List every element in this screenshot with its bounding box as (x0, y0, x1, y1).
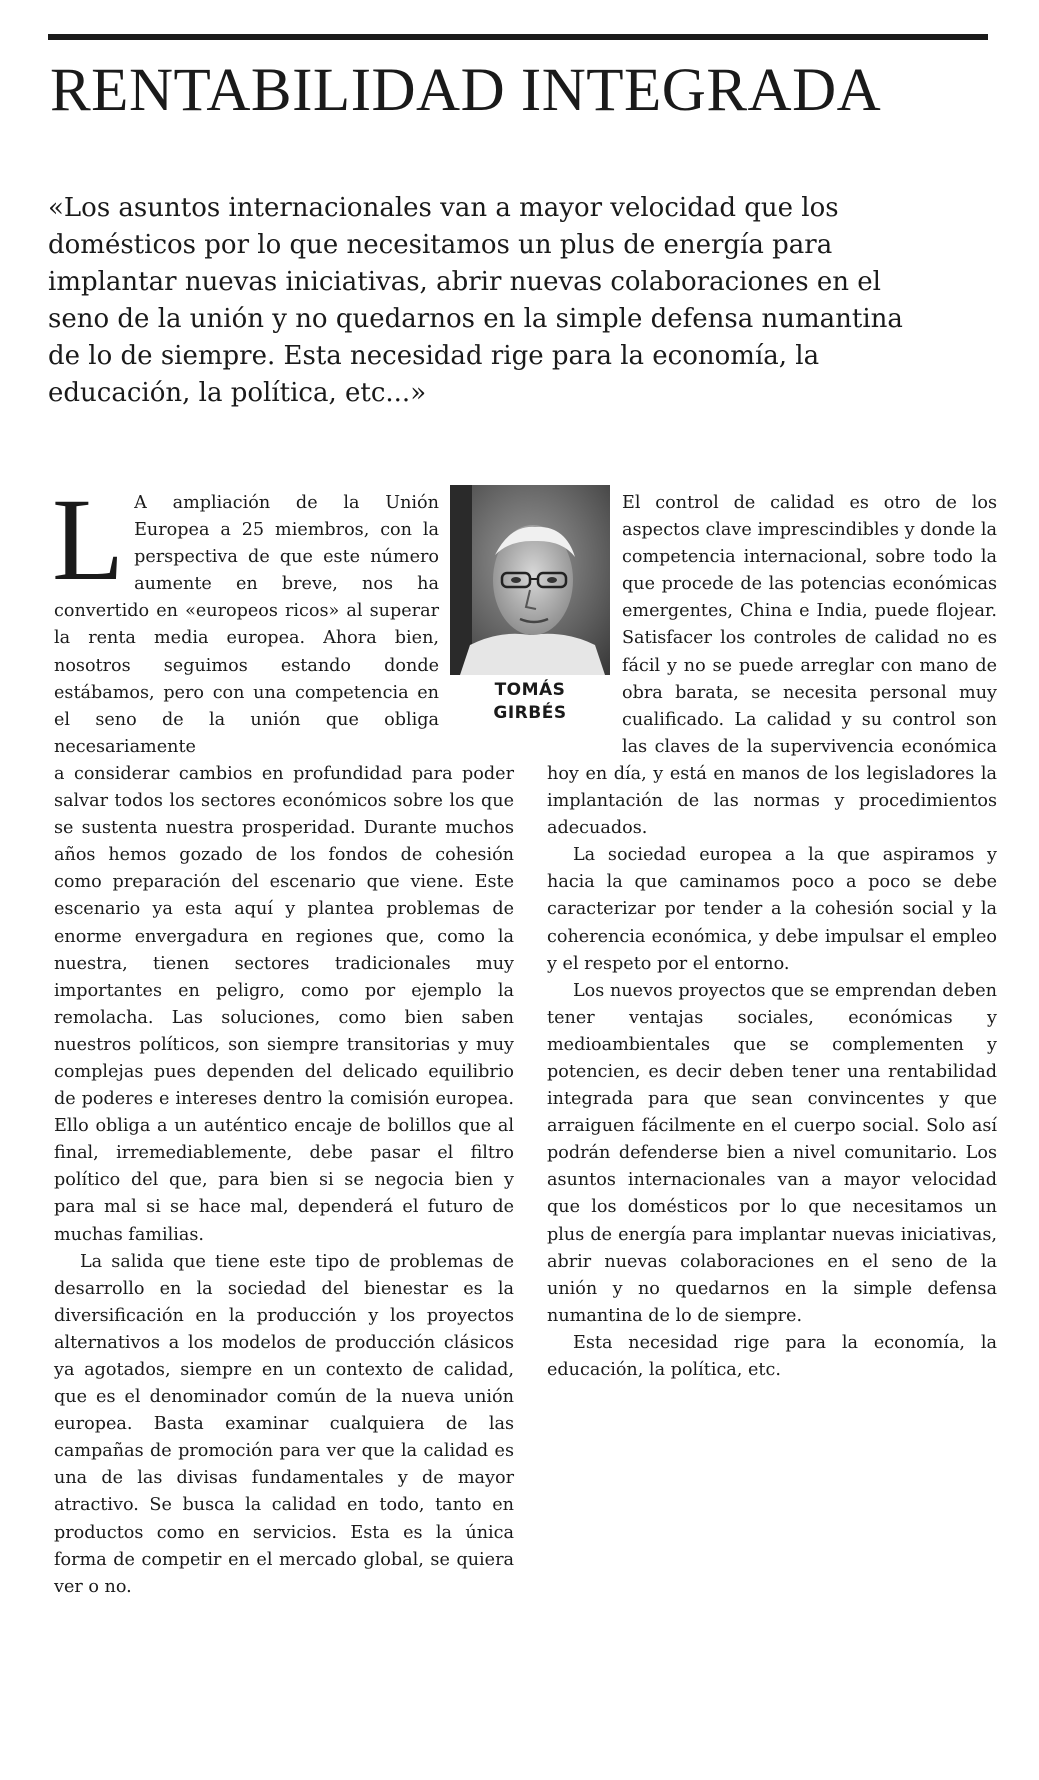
photo-wrap-spacer (547, 490, 622, 736)
dropcap-letter: L (52, 474, 125, 605)
author-last-name: GIRBÉS (493, 703, 567, 723)
pullquote-line: de lo de siempre. Esta necesidad rige para la economía, la (48, 341, 820, 371)
lead-text: A ampliación de la Unión Europea a 25 miembros, con la perspectiva de que este número aumente en breve, nos ha convertido en «europeos ricos» al superar la renta media europea. Ahora bien, nosotros seguimos estando donde estábamos, pero con una competencia en el seno de la unión que obliga necesariamente (54, 493, 439, 757)
author-first-name: TOMÁS (494, 680, 566, 700)
pullquote (48, 190, 993, 412)
pullquote-line: educación, la política, etc...» (48, 378, 427, 408)
right-paragraph-4: Esta necesidad rige para la economía, la educación, la política, etc. (547, 1332, 997, 1380)
pullquote-line: domésticos por lo que necesitamos un plus de energía para (48, 230, 833, 260)
pullquote-line: implantar nuevas iniciativas, abrir nuevas colaboraciones en el (48, 267, 881, 297)
right-column (547, 490, 997, 1384)
right-paragraph-1: El control de calidad es otro de los aspectos clave imprescindibles y donde la competencia internacional, sobre todo la que procede de las potencias económicas emergentes, China e India, puede flojear. Satisfacer los controles de calidad no es fácil y no se puede arreglar con mano de obra barata, se necesita personal muy cualificado. La calidad y su control son las claves de la supervivencia económica hoy en día, y está en manos de los legisladores la implantación de las normas y procedimientos adecuados. (547, 490, 997, 842)
article-title: RENTABILIDAD INTEGRADA (50, 57, 882, 124)
pullquote-line: seno de la unión y no quedarnos en la simple defensa numantina (48, 304, 903, 334)
left-paragraph-2: La salida que tiene este tipo de problemas de desarrollo en la sociedad del bienestar es la diversificación en la producción y los proyectos alternativos a los modelos de producción clásicos ya agotados, siempre en un contexto de calidad, que es el denominador común de la nueva unión europea. Basta examinar cualquiera de las campañas de promoción para ver que la calidad es una de las divisas fundamentales y de mayor atractivo. Se busca la calidad en todo, tanto en productos como en servicios. Esta es la única forma de competir en el mercado global, se quiera ver o no. (54, 1251, 514, 1597)
right-paragraph-2: La sociedad europea a la que aspiramos y hacia la que caminamos poco a poco se debe caracterizar por tender a la cohesión social y la coherencia económica, y debe impulsar el empleo y el respeto por el entorno. (547, 845, 997, 974)
lead-paragraph (52, 474, 439, 761)
right-paragraph-3: Los nuevos proyectos que se emprendan deben tener ventajas sociales, económicas y medioambientales que se complementen y potencien, es decir deben tener una rentabilidad integrada para que sean convincentes y que arraiguen fácilmente en el cuerpo social. Solo así podrán defenderse bien a nivel comunitario. Los asuntos internacionales van a mayor velocidad que los domésticos por lo que necesitamos un plus de energía para implantar nuevas iniciativas, abrir nuevas colaboraciones en el seno de la unión y no quedarnos en la simple defensa numantina de lo de siempre. (547, 980, 997, 1326)
pullquote-line: «Los asuntos internacionales van a mayor velocidad que los (48, 193, 839, 223)
left-paragraph-1-continued: a considerar cambios en profundidad para poder salvar todos los sectores económicos sobre los que se sustenta nuestra prosperidad. Durante muchos años hemos gozado de los fondos de cohesión como preparación del escenario que viene. Este escenario ya esta aquí y plantea problemas de enorme envergadura en regiones que, como la nuestra, tienen sectores tradicionales muy importantes en peligro, como por ejemplo la remolacha. Las soluciones, como bien saben nuestros políticos, son siempre transitorias y muy complejas pues dependen del delicado equilibrio de poderes e intereses dentro la comisión europea. Ello obliga a un auténtico encaje de bolillos que al final, irremediablemente, debe pasar el filtro político del que, para bien si se negocia bien y para mal si se hace mal, dependerá el futuro de muchas familias. (54, 763, 514, 1245)
left-column (52, 474, 514, 1601)
top-rule (48, 34, 988, 40)
